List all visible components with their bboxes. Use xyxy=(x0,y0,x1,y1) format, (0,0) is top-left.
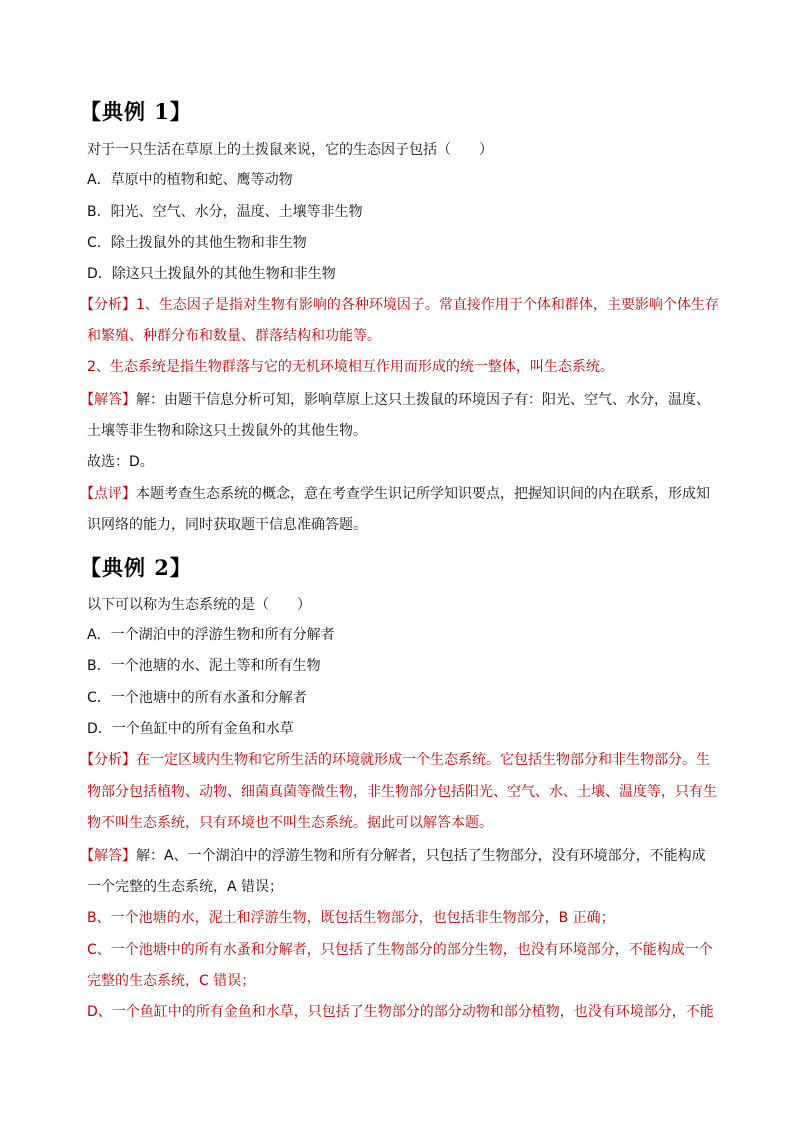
example-2-question: 以下可以称为生态系统的是（ ） xyxy=(87,597,311,613)
example-2-analysis-line-1 xyxy=(80,750,710,770)
example-2-analysis-line-3: 物不叫生态系统，只有环境也不叫生态系统。据此可以解答本题。 xyxy=(87,815,493,831)
example-2-option-b: B．一个池塘的水、泥土等和所有生物 xyxy=(87,658,321,674)
example-1-analysis-line-3: 2、生态系统是指生物群落与它的无机环境相互作用而形成的统一整体，叫生态系统。 xyxy=(87,359,614,375)
analysis-text: 在一定区域内生物和它所生活的环境就形成一个生态系统。它包括生物部分和非生物部分。生 xyxy=(136,752,710,768)
comment-text: 本题考查生态系统的概念，意在考查学生识记所学知识要点，把握知识间的内在联系，形成知 xyxy=(136,486,710,502)
example-1-question: 对于一只生活在草原上的土拨鼠来说，它的生态因子包括（ ） xyxy=(87,142,493,158)
example-2-answer-line-2: 一个完整的生态系统，A 错误； xyxy=(87,879,284,895)
example-2-answer-line-3: B、一个池塘的水，泥土和浮游生物，既包括生物部分，也包括非生物部分，B 正确； xyxy=(87,910,615,926)
example-2-option-c: C．一个池塘中的所有水蚤和分解者 xyxy=(87,690,307,706)
example-1-heading: 【典例 1】 xyxy=(80,99,192,124)
example-1-choice: 故选：D。 xyxy=(87,454,154,470)
example-1-option-d: D．除这只土拨鼠外的其他生物和非生物 xyxy=(87,266,336,282)
analysis-tag: 【分析】 xyxy=(80,297,136,313)
example-2-answer-line-4: C、一个池塘中的所有水蚤和分解者，只包括了生物部分的部分生物，也没有环境部分，不能构成一个 xyxy=(87,942,713,958)
analysis-text: 1、生态因子是指对生物有影响的各种环境因子。常直接作用于个体和群体，主要影响个体生存 xyxy=(136,297,719,313)
example-1-option-a: A．草原中的植物和蛇、鹰等动物 xyxy=(87,172,293,188)
example-2-option-d: D．一个鱼缸中的所有金鱼和水草 xyxy=(87,721,294,737)
example-1-comment-line-1 xyxy=(80,484,710,504)
example-1-analysis-line-1 xyxy=(80,295,719,315)
example-1-option-b: B．阳光、空气、水分，温度、土壤等非生物 xyxy=(87,204,363,220)
example-2-analysis-line-2: 物部分包括植物、动物、细菌真菌等微生物，非生物部分包括阳光、空气、水、土壤、温度等，只有生 xyxy=(87,784,717,800)
example-1-analysis-line-2: 和繁殖、种群分布和数量、群落结构和功能等。 xyxy=(87,328,381,344)
example-1-comment-line-2: 识网络的能力，同时获取题干信息准确答题。 xyxy=(87,517,367,533)
answer-text: 解：由题干信息分析可知，影响草原上这只土拨鼠的环境因子有：阳光、空气、水分，温度、 xyxy=(136,392,710,408)
comment-tag: 【点评】 xyxy=(80,486,136,502)
answer-text: 解：A、一个湖泊中的浮游生物和所有分解者，只包括了生物部分，没有环境部分，不能构成 xyxy=(136,848,706,864)
example-2-option-a: A．一个湖泊中的浮游生物和所有分解者 xyxy=(87,627,335,643)
example-2-heading: 【典例 2】 xyxy=(80,555,192,580)
example-1-answer-line-1 xyxy=(80,390,710,410)
answer-tag: 【解答】 xyxy=(80,848,136,864)
example-2-answer-line-6: D、一个鱼缸中的所有金鱼和水草，只包括了生物部分的部分动物和部分植物，也没有环境部分，不能 xyxy=(87,1004,714,1020)
example-1-answer-line-2: 土壤等非生物和除这只土拨鼠外的其他生物。 xyxy=(87,423,367,439)
answer-tag: 【解答】 xyxy=(80,392,136,408)
example-2-answer-line-5: 完整的生态系统，C 错误； xyxy=(87,973,256,989)
example-1-option-c: C．除土拨鼠外的其他生物和非生物 xyxy=(87,235,307,251)
example-2-answer-line-1 xyxy=(80,846,706,866)
analysis-tag: 【分析】 xyxy=(80,752,136,768)
